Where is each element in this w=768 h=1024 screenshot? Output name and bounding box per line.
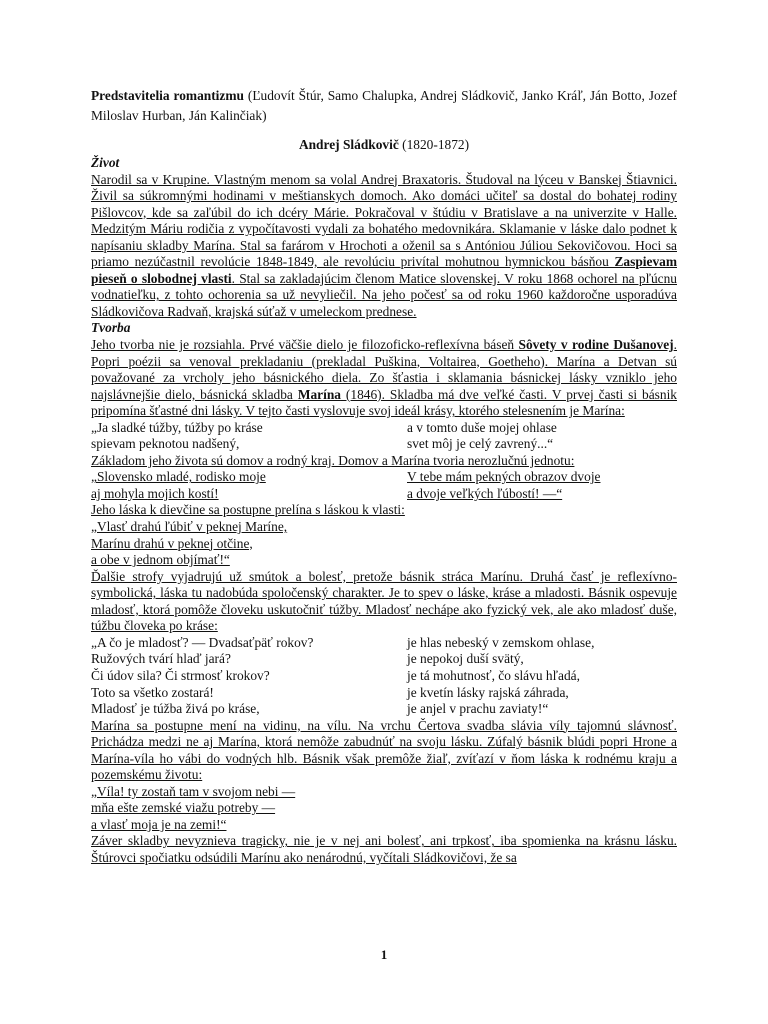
- poem-line: svet môj je celý zavrený...“: [407, 436, 554, 452]
- work-paragraph-6: Záver skladby nevyznieva tragicky, nie je v nej ani bolesť, ani trpkosť, iba spomienka na krásnu lásku. Štúrovci spočiatku odsúdili Marínu ako nenárodnú, vyčítali Sládkovičovi, že sa: [91, 833, 677, 865]
- author-name: Andrej Sládkovič: [298, 137, 399, 152]
- work-paragraph-3: Jeho láska k dievčine sa postupne prelína s láskou k vlasti:: [91, 502, 405, 518]
- life-text-continued: . Stal sa zakladajúcim členom Matice slovenskej. V roku 1868 ochorel na pľúcnu vodnatieľku, z tohto ochorenia sa už nevyliečil. Na jeho počesť sa od roku 1960 každoročne usporadúva Sládkovičova Radvaň, krajská súťaž v umeleckom prednese.: [91, 270, 677, 319]
- work-paragraph-2: Základom jeho života sú domov a rodný kraj. Domov a Marína tvoria nerozlučnú jednotu:: [91, 452, 575, 468]
- author-heading: [91, 135, 677, 155]
- life-text: Narodil sa v Krupine. Vlastným menom sa volal Andrej Braxatoris. Študoval na lýceu v Banskej Štiavnici. Živil sa súkromnými hodinami v meštianskych domoch. Ako domáci učiteľ sa dostal do bohatej rodiny Pišlovcov, kde sa zaľúbil do ich dcéry Márie. Pokračoval v štúdiu v Bratislave a na univerzite v Halle. Medzitým Máriu rodičia z vypočítavosti vydali za bohatého medovnikára. Sklamanie v láske dalo podnet k napísaniu skladby Marína. Stal sa farárom v Hrochoti a oženil sa s Antóniou Júliou Sekovičovou. Hoci sa priamo nezúčastnil revolúcie 1848-1849, ale revolúciu privítal mohutnou hymnickou básňou: [91, 171, 677, 270]
- page-number: 1: [380, 947, 388, 962]
- life-bold-title: Zaspievam pieseň o slobodnej vlasti: [91, 254, 677, 286]
- intro-authors: (Ľudovít Štúr, Samo Chalupka, Andrej Sládkovič, Janko Kráľ, Ján Botto, Jozef Miloslav Hurban, Ján Kalinčiak): [91, 88, 678, 123]
- poem-line: V tebe mám pekných obrazov dvoje: [407, 469, 601, 485]
- poem-line: Mladosť je túžba živá po kráse,: [91, 701, 260, 717]
- poem-line: Či údov sila? Či strmosť krokov?: [91, 667, 270, 683]
- poem-line: je anjel v prachu zaviaty!“: [407, 701, 549, 717]
- poem-line: aj mohyla mojich kostí!: [91, 485, 219, 501]
- poem-line: je hlas nebeský v zemskom ohlase,: [407, 634, 595, 650]
- section-work-heading: Tvorba: [91, 320, 131, 336]
- poem-excerpt-3: [91, 635, 677, 718]
- intro-paragraph: [91, 86, 677, 126]
- verse-line: „Vlasť drahú ľúbiť v peknej Maríne,: [91, 519, 288, 535]
- poem-line: „Ja sladké túžby, túžby po kráse: [91, 419, 263, 435]
- work-text-a: Jeho tvorba nie je rozsiahla. Prvé väčšie dielo je filozoficko-reflexívna báseň: [91, 337, 519, 353]
- poem-line: „A čo je mladosť? — Dvadsaťpäť rokov?: [91, 634, 314, 650]
- author-years: (1820-1872): [398, 137, 470, 152]
- verse-line: a vlasť moja je na zemi!“: [91, 816, 227, 832]
- poem-excerpt-1: [91, 420, 677, 453]
- poem-line: Toto sa všetko zostará!: [91, 684, 214, 700]
- verse-line: mňa ešte zemské viažu potreby —: [91, 800, 276, 816]
- life-paragraph: [91, 172, 677, 321]
- poem-line: a dvoje veľkých ľúbostí! —“: [407, 485, 563, 501]
- section-life-heading: Život: [91, 155, 120, 170]
- work-paragraph-1: [91, 337, 677, 420]
- work-text-c: (1846). Skladba má dve veľké časti. V prvej časti si básnik pripomína šťastné dni lásky. V tejto časti vyslovuje svoj ideál krásy, ktorého stelesnením je Marína:: [91, 386, 677, 419]
- poem-line: Ružových tvárí hlaď jará?: [91, 651, 231, 667]
- document-body: [91, 86, 677, 867]
- work-bold-marina: Marína: [297, 386, 341, 402]
- work-paragraph-4: Ďalšie strofy vyjadrujú už smútok a bolesť, pretože básnik stráca Marínu. Druhá časť je reflexívno-symbolická, láska tu nadobúda spoločenský charakter. Je to spev o láske, kráse a mladosti. Básnik ospevuje mladosť, ktorá pomôže človeku uskutočniť túžby. Mladosť nechápe ako fyzický vek, ale ako mladosť duše, túžbu človeka po kráse:: [91, 568, 677, 634]
- work-paragraph-5: Marína sa postupne mení na vidinu, na vílu. Na vrchu Čertova svadba slávia víly tajomnú slávnosť. Prichádza medzi ne aj Marína, ktorá nemôže zabudnúť na svoju lásku. Zúfalý básnik blúdi popri Hrone a Marína-víla ho vábi do vodných hlb. Básnik však premôže žiaľ, zvíťazí v ňom láska k rodnému kraju a pozemskému životu:: [91, 717, 677, 783]
- verse-excerpt-1: [91, 519, 677, 569]
- poem-line: a v tomto duše mojej ohlase: [407, 419, 557, 435]
- poem-line: je kvetín lásky rajská záhrada,: [407, 684, 569, 700]
- poem-line: je nepokoj duší svätý,: [407, 651, 524, 667]
- verse-line: „Víla! ty zostaň tam v svojom nebi —: [91, 783, 296, 799]
- poem-line: spievam peknotou nadšený,: [91, 436, 240, 452]
- intro-title: Predstavitelia romantizmu: [91, 88, 244, 103]
- poem-line: je tá mohutnosť, čo slávu hľadá,: [407, 667, 580, 683]
- verse-excerpt-2: [91, 784, 677, 834]
- poem-line: „Slovensko mladé, rodisko moje: [91, 469, 266, 485]
- verse-line: a obe v jednom objímať!“: [91, 552, 230, 568]
- verse-line: Marínu drahú v peknej otčine,: [91, 535, 253, 551]
- poem-excerpt-2: [91, 469, 677, 502]
- work-bold-title: Sôvety v rodine Dušanovej: [518, 337, 674, 353]
- work-text-b: . Popri poézii sa venoval prekladaniu (prekladal Puškina, Voltairea, Goetheho). Marína a Detvan sú považované za vrcholy jeho básnického diela. Zo šťastia i sklamania básnickej lásky vzniklo jeho najslávnejšie dielo, básnická skladba: [91, 337, 677, 402]
